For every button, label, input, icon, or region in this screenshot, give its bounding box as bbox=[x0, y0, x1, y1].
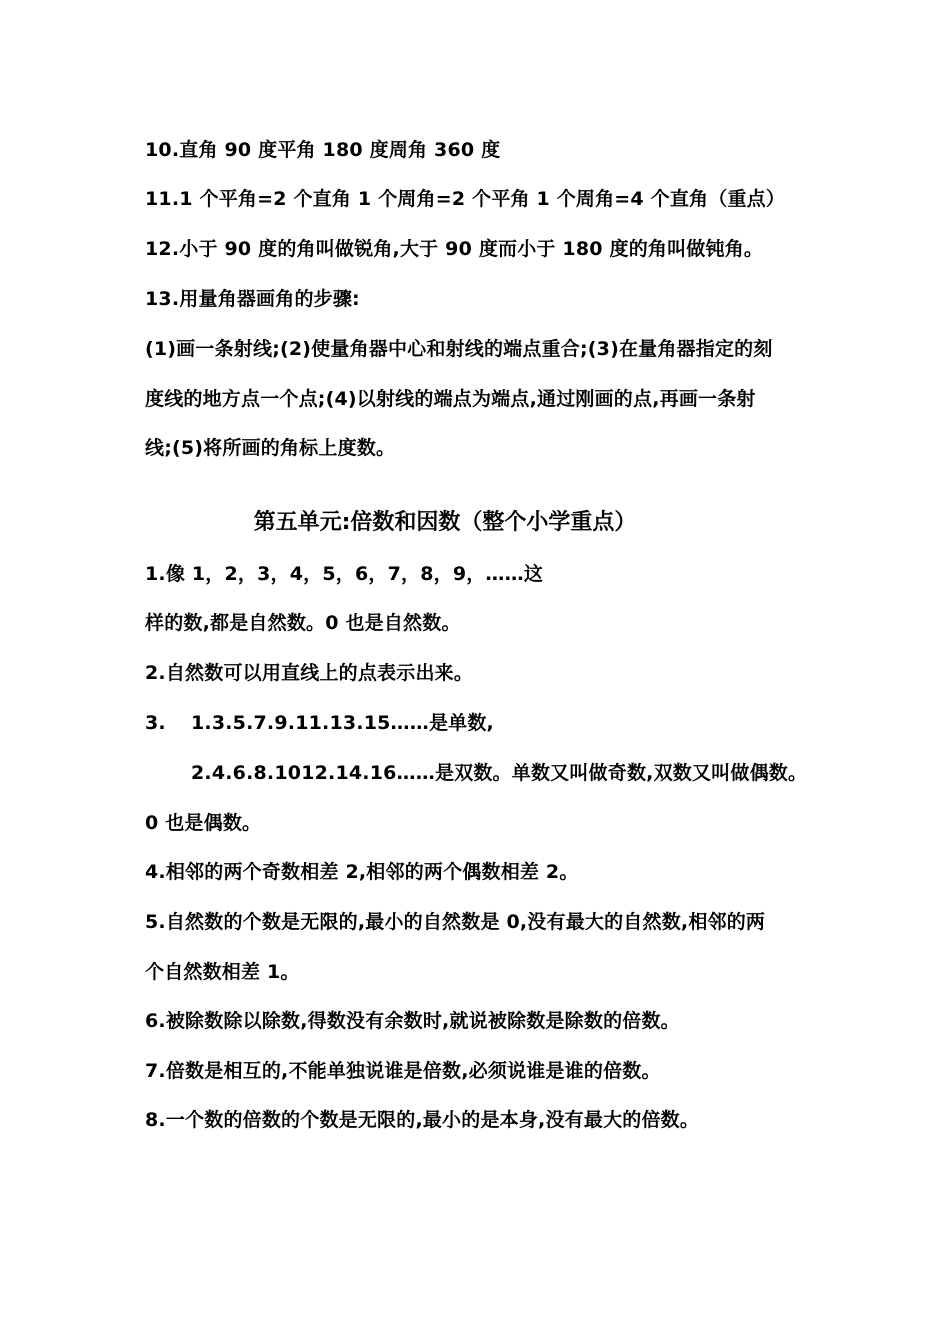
text-line: 11.1 个平角=2 个直角 1 个周角=2 个平角 1 个周角=4 个直角（重点） bbox=[145, 188, 786, 210]
text-line: 13.用量角器画角的步骤: bbox=[145, 288, 360, 310]
text-line: 样的数,都是自然数。0 也是自然数。 bbox=[145, 612, 461, 634]
text-line: 5.自然数的个数是无限的,最小的自然数是 0,没有最大的自然数,相邻的两 bbox=[145, 911, 766, 933]
text-line: (1)画一条射线;(2)使量角器中心和射线的端点重合;(3)在量角器指定的刻 bbox=[145, 338, 773, 360]
text-line: 2.自然数可以用直线上的点表示出来。 bbox=[145, 662, 474, 684]
text-line: 度线的地方点一个点;(4)以射线的端点为端点,通过刚画的点,再画一条射 bbox=[145, 388, 756, 410]
text-line: 1.像 1，2，3，4，5，6，7，8，9，……这 bbox=[145, 563, 544, 585]
text-line: 10.直角 90 度平角 180 度周角 360 度 bbox=[145, 139, 501, 161]
text-line: 个自然数相差 1。 bbox=[145, 961, 300, 983]
item-text: 1.3.5.7.9.11.13.15……是单数, bbox=[191, 712, 494, 734]
text-line: 8.一个数的倍数的个数是无限的,最小的是本身,没有最大的倍数。 bbox=[145, 1109, 700, 1131]
section-heading bbox=[0, 508, 950, 538]
text-line: 4.相邻的两个奇数相差 2,相邻的两个偶数相差 2。 bbox=[145, 861, 579, 883]
text-line: 7.倍数是相互的,不能单独说谁是倍数,必须说谁是谁的倍数。 bbox=[145, 1060, 661, 1082]
text-line: 6.被除数除以除数,得数没有余数时,就说被除数是除数的倍数。 bbox=[145, 1010, 680, 1032]
item-number: 3. bbox=[145, 712, 166, 734]
text-line: 线;(5)将所画的角标上度数。 bbox=[145, 437, 396, 459]
text-line bbox=[145, 710, 494, 736]
section-title: 第五单元:倍数和因数（整个小学重点） bbox=[253, 510, 637, 535]
text-line: 12.小于 90 度的角叫做锐角,大于 90 度而小于 180 度的角叫做钝角。 bbox=[145, 238, 764, 260]
text-line: 2.4.6.8.1012.14.16……是双数。单数又叫做奇数,双数又叫做偶数。 bbox=[191, 762, 808, 784]
text-line: 0 也是偶数。 bbox=[145, 812, 262, 834]
